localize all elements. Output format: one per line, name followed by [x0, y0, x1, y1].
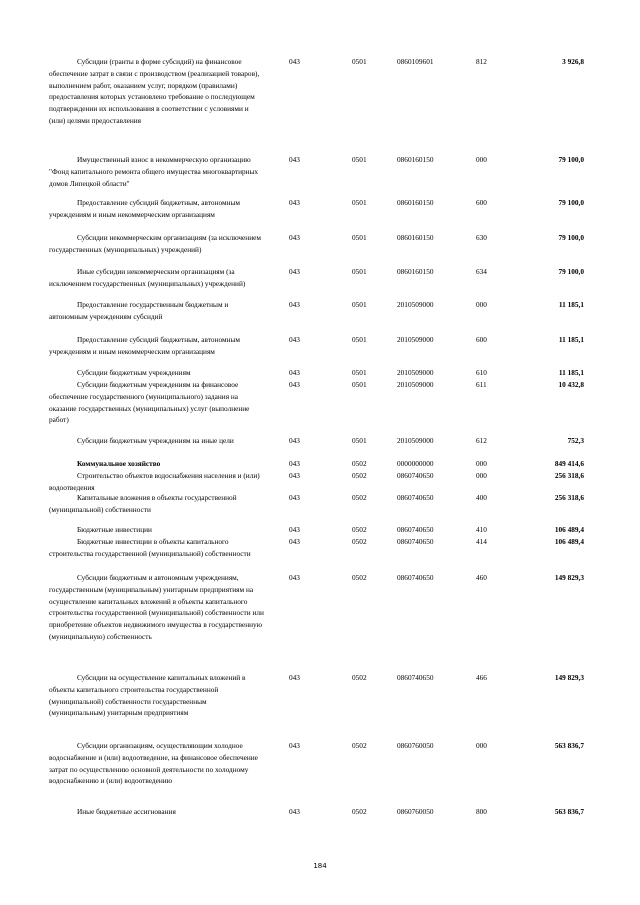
row-description: Коммунальное хозяйство: [77, 459, 161, 468]
row-description: Предоставление субсидий бюджетным, автономным учреждениям и иным некоммерческим организациям: [49, 198, 241, 219]
expense-type-code: 000: [476, 741, 487, 750]
expense-type-code: 600: [476, 198, 487, 207]
expense-type-code: 610: [476, 368, 487, 377]
section-code: 0502: [352, 471, 367, 480]
row-description: Строительство объектов водоснабжения населения и (или) водоотведения: [49, 471, 260, 492]
ministry-code: 043: [289, 573, 300, 582]
expense-type-code: 000: [476, 300, 487, 309]
section-code: 0502: [352, 537, 367, 546]
expense-type-code: 612: [476, 436, 487, 445]
row-description: Имущественный взнос в некоммерческую организацию "Фонд капитального ремонта общего имущества многоквартирных домов Липецкой области": [49, 155, 259, 188]
amount: 256 318,6: [554, 471, 584, 480]
amount: 79 100,0: [558, 155, 584, 164]
ministry-code: 043: [289, 335, 300, 344]
section-code: 0501: [352, 335, 367, 344]
expense-type-code: 000: [476, 471, 487, 480]
amount: 79 100,0: [558, 233, 584, 242]
page-number: 184: [313, 862, 327, 870]
ministry-code: 043: [289, 155, 300, 164]
section-code: 0501: [352, 198, 367, 207]
section-code: 0501: [352, 233, 367, 242]
amount: 11 185,1: [558, 300, 584, 309]
ministry-code: 043: [289, 300, 300, 309]
target-code: 2010509000: [397, 380, 434, 389]
amount: 563 836,7: [554, 741, 584, 750]
target-code: 0860160150: [397, 267, 434, 276]
expense-type-code: 000: [476, 155, 487, 164]
section-code: 0501: [352, 155, 367, 164]
section-code: 0501: [352, 300, 367, 309]
ministry-code: 043: [289, 57, 300, 66]
section-code: 0502: [352, 459, 367, 468]
section-code: 0501: [352, 368, 367, 377]
target-code: 0860740650: [397, 673, 434, 682]
section-code: 0502: [352, 573, 367, 582]
row-description: Субсидии бюджетным учреждениям на финансовое обеспечение государственного (муниципального) задания на оказание государственных (муниципальных) услуг (выполнение работ): [49, 380, 250, 425]
expense-type-code: 812: [476, 57, 487, 66]
amount: 79 100,0: [558, 267, 584, 276]
ministry-code: 043: [289, 198, 300, 207]
target-code: 2010509000: [397, 300, 434, 309]
target-code: 0860740650: [397, 573, 434, 582]
section-code: 0501: [352, 267, 367, 276]
expense-type-code: 000: [476, 459, 487, 468]
expense-type-code: 600: [476, 335, 487, 344]
expense-type-code: 460: [476, 573, 487, 582]
ministry-code: 043: [289, 267, 300, 276]
section-code: 0501: [352, 436, 367, 445]
ministry-code: 043: [289, 807, 300, 816]
target-code: 2010509000: [397, 368, 434, 377]
expense-type-code: 611: [476, 380, 487, 389]
amount: 11 185,1: [558, 368, 584, 377]
amount: 79 100,0: [558, 198, 584, 207]
expense-type-code: 400: [476, 493, 487, 502]
expense-type-code: 800: [476, 807, 487, 816]
row-description: Бюджетные инвестиции в объекты капитального строительства государственной (муниципальной) собственности: [49, 537, 251, 558]
amount: 752,3: [567, 436, 584, 445]
expense-type-code: 414: [476, 537, 487, 546]
row-description: Субсидии некоммерческим организациям (за исключением государственных (муниципальных) учреждений): [49, 233, 261, 254]
row-description: Субсидии бюджетным учреждениям на иные цели: [77, 436, 234, 445]
target-code: 0860740650: [397, 493, 434, 502]
amount: 106 489,4: [554, 525, 584, 534]
amount: 10 432,8: [558, 380, 584, 389]
ministry-code: 043: [289, 471, 300, 480]
target-code: 0860740650: [397, 471, 434, 480]
amount: 256 318,6: [554, 493, 584, 502]
amount: 3 926,8: [562, 57, 584, 66]
target-code: 0860109601: [397, 57, 434, 66]
expense-type-code: 466: [476, 673, 487, 682]
amount: 849 414,6: [554, 459, 584, 468]
ministry-code: 043: [289, 673, 300, 682]
ministry-code: 043: [289, 493, 300, 502]
row-description: Предоставление субсидий бюджетным, автономным учреждениям и иным некоммерческим организациям: [49, 335, 241, 356]
section-code: 0502: [352, 807, 367, 816]
ministry-code: 043: [289, 537, 300, 546]
row-description: Субсидии бюджетным учреждениям: [77, 368, 191, 377]
row-description: Предоставление государственным бюджетным и автономным учреждениям субсидий: [49, 300, 229, 321]
expense-type-code: 634: [476, 267, 487, 276]
amount: 563 836,7: [554, 807, 584, 816]
row-description: Субсидии (гранты в форме субсидий) на финансовое обеспечение затрат в связи с производством (реализацией товаров), выполнением работ, оказанием услуг, порядком (правилами) предоставления которых установлено требование о последующем подтверждении их использования в соответствии с условиями и (или) целями предоставления: [49, 57, 260, 125]
target-code: 2010509000: [397, 335, 434, 344]
target-code: 0860740650: [397, 525, 434, 534]
amount: 149 829,3: [554, 673, 584, 682]
ministry-code: 043: [289, 436, 300, 445]
ministry-code: 043: [289, 459, 300, 468]
ministry-code: 043: [289, 525, 300, 534]
section-code: 0502: [352, 673, 367, 682]
row-description: Иные субсидии некоммерческим организациям (за исключением государственных (муниципальных) учреждений): [49, 267, 246, 288]
section-code: 0502: [352, 741, 367, 750]
row-description: Субсидии организациям, осуществляющим холодное водоснабжение и (или) водоотведение, на финансовое обеспечение затрат по осуществлению основной деятельности по холодному водоснабжению и (или) водоотведению: [49, 741, 258, 786]
row-description: Капитальные вложения в объекты государственной (муниципальной) собственности: [49, 493, 237, 514]
ministry-code: 043: [289, 380, 300, 389]
expense-type-code: 630: [476, 233, 487, 242]
amount: 106 489,4: [554, 537, 584, 546]
target-code: 0860160150: [397, 233, 434, 242]
target-code: 0860760050: [397, 741, 434, 750]
amount: 149 829,3: [554, 573, 584, 582]
ministry-code: 043: [289, 741, 300, 750]
ministry-code: 043: [289, 233, 300, 242]
ministry-code: 043: [289, 368, 300, 377]
target-code: 0860760050: [397, 807, 434, 816]
row-description: Иные бюджетные ассигнования: [77, 807, 176, 816]
section-code: 0502: [352, 493, 367, 502]
section-code: 0502: [352, 525, 367, 534]
row-description: Субсидии бюджетным и автономным учреждениям, государственным (муниципальным) унитарным предприятиям на осуществление капитальных вложений в объекты капитального строительства государственной (муниципальной) собственности или приобретение объектов недвижимого имущества в государственную (муниципальную) собственность: [49, 573, 264, 641]
target-code: 0000000000: [397, 459, 434, 468]
amount: 11 185,1: [558, 335, 584, 344]
target-code: 2010509000: [397, 436, 434, 445]
section-code: 0501: [352, 380, 367, 389]
target-code: 0860740650: [397, 537, 434, 546]
target-code: 0860160150: [397, 155, 434, 164]
section-code: 0501: [352, 57, 367, 66]
row-description: Субсидии на осуществление капитальных вложений в объекты капитального строительства государственной (муниципальной) собственности государственным (муниципальным) унитарным предприятиям: [49, 673, 246, 718]
expense-type-code: 410: [476, 525, 487, 534]
target-code: 0860160150: [397, 198, 434, 207]
row-description: Бюджетные инвестиции: [77, 525, 152, 534]
